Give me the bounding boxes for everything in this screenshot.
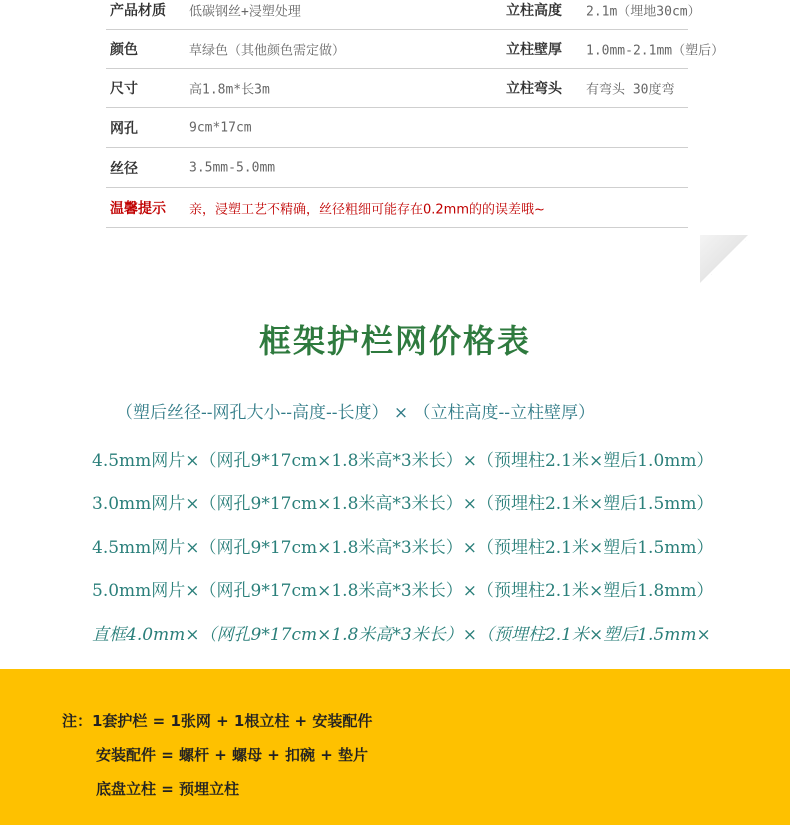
spec-row-wire	[106, 148, 688, 188]
tip-text: 亲，浸塑工艺不精确，丝径粗细可能存在0.2mm的的误差哦~	[189, 202, 545, 217]
spec-row-material	[106, 0, 701, 30]
spec-value-right: 有弯头 30度弯	[586, 82, 675, 97]
price-line: 4.5mm网片×（网孔9*17cm×1.8米高*3米长）×（预埋柱2.1米×塑后1.0mm）	[92, 451, 714, 471]
note-line: 安装配件 = 螺杆 + 螺母 + 扣碗 + 垫片	[96, 746, 369, 764]
spec-label: 产品材质	[110, 2, 166, 19]
spec-value: 高1.8m*长3m	[189, 82, 270, 97]
spec-value-right: 2.1m（埋地30cm）	[586, 4, 701, 19]
spec-row-tip	[106, 188, 688, 228]
price-table-title: 框架护栏网价格表	[258, 322, 531, 360]
spec-label: 颜色	[110, 41, 138, 58]
spec-value-right: 1.0mm-2.1mm（塑后）	[586, 43, 725, 58]
spec-label-right: 立柱高度	[506, 2, 562, 19]
spec-row-size	[106, 68, 688, 108]
spec-label-right: 立柱壁厚	[506, 41, 562, 58]
spec-label-right: 立柱弯头	[506, 80, 562, 97]
spec-value: 草绿色（其他颜色需定做）	[189, 43, 346, 58]
card-folded-corner	[700, 235, 748, 283]
price-line: 3.0mm网片×（网孔9*17cm×1.8米高*3米长）×（预埋柱2.1米×塑后1.5mm）	[92, 494, 714, 514]
note-line: 底盘立柱 = 预埋立柱	[96, 780, 240, 798]
price-line: 直框4.0mm×（网孔9*17cm×1.8米高*3米长）×（预埋柱2.1米×塑后1.5mm×	[92, 625, 711, 645]
spec-value: 3.5mm-5.0mm	[189, 160, 276, 175]
price-line: 5.0mm网片×（网孔9*17cm×1.8米高*3米长）×（预埋柱2.1米×塑后1.8mm）	[92, 581, 714, 601]
spec-row-color	[106, 29, 725, 69]
tip-label: 温馨提示	[110, 200, 166, 217]
spec-label: 网孔	[110, 120, 138, 137]
spec-value: 9cm*17cm	[189, 120, 252, 135]
spec-label: 尺寸	[110, 80, 138, 97]
price-formula: （塑后丝径--网孔大小--高度--长度） × （立柱高度--立柱壁厚）	[116, 403, 596, 423]
spec-value: 低碳钢丝+浸塑处理	[189, 4, 301, 19]
spec-label: 丝径	[110, 160, 138, 177]
price-line: 4.5mm网片×（网孔9*17cm×1.8米高*3米长）×（预埋柱2.1米×塑后1.5mm）	[92, 538, 714, 558]
note-line: 注：1套护栏 = 1张网 + 1根立柱 + 安装配件	[62, 712, 373, 730]
spec-row-mesh	[106, 108, 688, 148]
note-band	[0, 669, 790, 825]
